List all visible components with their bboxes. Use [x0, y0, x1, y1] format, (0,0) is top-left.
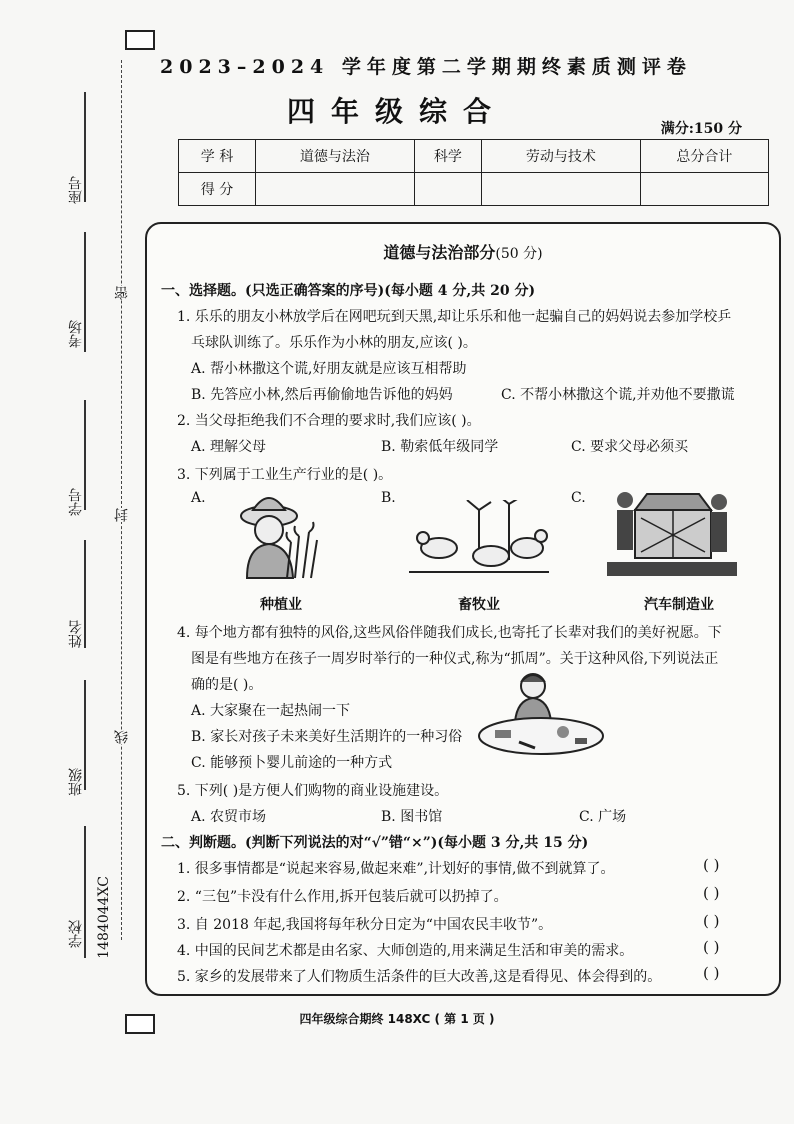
q3-caption-c: 汽车制造业: [644, 597, 714, 613]
q2-line1: 2. 当父母拒绝我们不合理的要求时,我们应该( )。: [177, 413, 481, 429]
q1-option-b[interactable]: B. 先答应小林,然后再偷偷地告诉他的妈妈: [191, 387, 453, 403]
q3-label-c[interactable]: C.: [571, 490, 586, 506]
class-line[interactable]: [84, 680, 86, 790]
q4-option-b[interactable]: B. 家长对孩子未来美好生活期许的一种习俗: [191, 729, 463, 745]
judge-item-3: 3. 自 2018 年起,我国将每年秋分日定为“中国农民丰收节”。: [177, 917, 553, 933]
score-col-morality: 道德与法治: [256, 140, 415, 173]
exam-room-line[interactable]: [84, 232, 86, 352]
q2-option-b[interactable]: B. 勒索低年级同学: [381, 439, 499, 455]
score-table-score-row: [179, 173, 769, 206]
score-col-subject: 学 科: [179, 140, 256, 173]
score-cell-science[interactable]: [414, 173, 481, 206]
judge-item-4: 4. 中国的民间艺术都是由名家、大师创造的,用来满足生活和审美的需求。: [177, 943, 634, 959]
seal-word-mi: 密: [114, 286, 130, 300]
q1-option-c[interactable]: C. 不帮小林撒这个谎,并劝他不要撒谎: [501, 387, 735, 403]
q5-option-a[interactable]: A. 农贸市场: [191, 809, 267, 825]
score-col-total: 总分合计: [640, 140, 768, 173]
student-id-line[interactable]: [84, 400, 86, 510]
full-score: 满分:150 分: [660, 121, 742, 137]
judge-answer-5[interactable]: ( ): [703, 964, 720, 982]
section-title: [147, 240, 779, 263]
q1-line2: 乓球队训练了。乐乐作为小林的朋友,应该( )。: [191, 335, 477, 351]
zhuazhou-illustration: [475, 668, 605, 758]
school-line[interactable]: [84, 826, 86, 958]
section-title-text: 道德与法治部分: [383, 243, 496, 262]
q1-option-a[interactable]: A. 帮小林撒这个谎,好朋友就是应该互相帮助: [191, 361, 467, 377]
q2-option-c[interactable]: C. 要求父母必须买: [571, 439, 689, 455]
corner-box-top: [125, 30, 155, 50]
part2-heading: 二、判断题。(判断下列说法的对“√”错“×”)(每小题 3 分,共 15 分): [161, 835, 589, 851]
livestock-illustration: [409, 500, 549, 580]
judge-answer-2[interactable]: ( ): [703, 884, 720, 902]
q5-option-b[interactable]: B. 图书馆: [381, 809, 443, 825]
school-label: 学校: [68, 920, 84, 948]
judge-answer-3[interactable]: ( ): [703, 912, 720, 930]
q3-caption-b: 畜牧业: [458, 597, 500, 613]
score-cell-labor[interactable]: [482, 173, 641, 206]
seal-word-xian: 线: [114, 730, 130, 744]
morality-section-panel: [145, 222, 781, 996]
score-col-science: 科学: [414, 140, 481, 173]
judge-item-2: 2. “三包”卡没有什么作用,拆开包装后就可以扔掉了。: [177, 889, 508, 905]
part1-heading: 一、选择题。(只选正确答案的序号)(每小题 4 分,共 20 分): [161, 283, 536, 299]
score-row-label: 得 分: [179, 173, 256, 206]
score-table-header-row: [179, 140, 769, 173]
q5-line1: 5. 下列( )是方便人们购物的商业设施建设。: [177, 783, 449, 799]
q5-option-c[interactable]: C. 广场: [579, 809, 627, 825]
class-label: 班级: [68, 768, 84, 796]
school-code: 1484044XC: [96, 876, 112, 959]
q2-option-a[interactable]: A. 理解父母: [191, 439, 267, 455]
page-title: 四年级综合: [286, 95, 507, 128]
exam-year-line: 2023–2024 学年度第二学期期终素质测评卷: [160, 56, 692, 78]
exam-room-label: 考场: [68, 320, 84, 348]
name-line[interactable]: [84, 540, 86, 648]
q4-line1: 4. 每个地方都有独特的风俗,这些风俗伴随我们成长,也寄托了长辈对我们的美好祝愿。下: [177, 625, 722, 641]
judge-item-1: 1. 很多事情都是“说起来容易,做起来难”,计划好的事情,做不到就算了。: [177, 861, 615, 877]
q3-caption-a: 种植业: [260, 597, 302, 613]
judge-item-5: 5. 家乡的发展带来了人们物质生活条件的巨大改善,这是看得见、体会得到的。: [177, 969, 662, 985]
q3-label-b[interactable]: B.: [381, 490, 396, 506]
section-title-score: (50 分): [495, 246, 543, 262]
seat-no-line[interactable]: [84, 92, 86, 202]
judge-answer-4[interactable]: ( ): [703, 938, 720, 956]
q3-line1: 3. 下列属于工业生产行业的是( )。: [177, 467, 393, 483]
binding-dashed-line: [121, 60, 122, 940]
score-cell-total[interactable]: [640, 173, 768, 206]
q1-line1: 1. 乐乐的朋友小林放学后在网吧玩到天黑,却让乐乐和他一起骗自己的妈妈说去参加学校乒: [177, 309, 732, 325]
q4-line3: 确的是( )。: [191, 677, 263, 693]
judge-answer-1[interactable]: ( ): [703, 856, 720, 874]
student-id-label: 学号: [68, 488, 84, 516]
car-factory-illustration: [607, 482, 737, 582]
q4-line2: 图是有些地方在孩子一周岁时举行的一种仪式,称为“抓周”。关于这种风俗,下列说法正: [191, 651, 719, 667]
name-label: 姓名: [68, 620, 84, 648]
seat-no-label: 座号: [68, 176, 84, 204]
q4-option-c[interactable]: C. 能够预卜婴儿前途的一种方式: [191, 755, 393, 771]
score-cell-morality[interactable]: [256, 173, 415, 206]
score-table: [178, 139, 769, 206]
seal-word-feng: 封: [114, 508, 130, 522]
score-col-labor: 劳动与技术: [482, 140, 641, 173]
q4-option-a[interactable]: A. 大家聚在一起热闹一下: [191, 703, 351, 719]
farmer-illustration: [217, 486, 327, 582]
q3-label-a[interactable]: A.: [191, 490, 206, 506]
page-footer: 四年级综合期终 148XC ( 第 1 页 ): [299, 1012, 495, 1026]
